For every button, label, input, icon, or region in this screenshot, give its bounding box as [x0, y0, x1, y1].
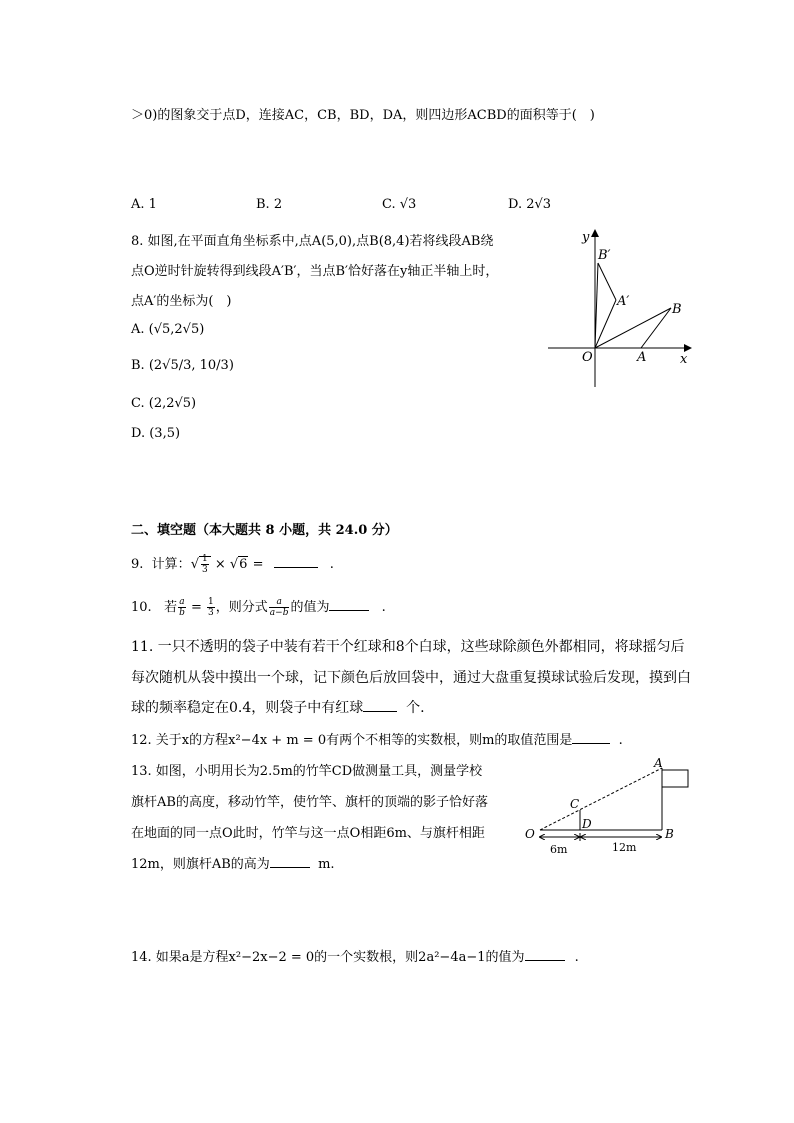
- label-b-prime: B′: [598, 248, 611, 263]
- label-a: A: [654, 756, 663, 770]
- q7-text: ＞0)的图象交于点D，连接AC，CB，BD，DA，则四边形ACBD的面积等于( ): [131, 108, 595, 123]
- q8-line2: 点O逆时针旋转得到线段A′B′，当点B′恰好落在y轴正半轴上时，: [131, 264, 499, 279]
- q14-text: 14. 如果a是方程x²−2x−2 = 0的一个实数根，则2a²−4a−1的值为: [131, 950, 525, 965]
- q14-end: .: [574, 950, 579, 965]
- flag: [662, 770, 688, 787]
- shadow-line: [540, 768, 662, 830]
- q8-line3: 点A′的坐标为( ): [131, 294, 232, 309]
- q13-line3: 在地面的同一点O此时，竹竿与这一点O相距6m、与旗杆相距: [131, 826, 485, 841]
- label-y: y: [582, 230, 590, 245]
- q11-line1: 11. 一只不透明的袋子中装有若干个红球和8个白球，这些球除颜色外都相同，将球摇匀后: [131, 639, 685, 655]
- label-6m: 6m: [550, 843, 568, 856]
- q9-equals: =: [252, 557, 264, 572]
- q7-option-c: C. √3: [382, 197, 417, 212]
- q10-fraction: $\frac{a}{a-b}$: [269, 597, 289, 618]
- q8-coordinate-figure: [540, 225, 700, 395]
- q10-prefix: 若: [164, 600, 178, 615]
- q13-flagpole-figure: [520, 755, 700, 865]
- q13-line4-suffix: m.: [318, 857, 335, 872]
- q11-line2: 每次随机从袋中摸出一个球，记下颜色后放回袋中，通过大盘重复摸球试验后发现，摸到白: [131, 670, 691, 686]
- q9-answer-blank[interactable]: [274, 567, 318, 568]
- q9-end: .: [329, 557, 334, 572]
- label-o: O: [525, 827, 535, 841]
- q7-option-d: D. 2√3: [508, 197, 552, 212]
- q7-option-b: B. 2: [256, 197, 283, 212]
- q9-prefix: 计算：: [151, 557, 191, 572]
- q12-text: 12. 关于x的方程x²−4x + m = 0有两个不相等的实数根，则m的取值范围是: [131, 733, 573, 748]
- segment-ab: [641, 308, 671, 348]
- section-title: 二、填空题（本大题共 8 小题，共 24.0 分）: [131, 523, 398, 538]
- q13-line2: 旗杆AB的高度，移动竹竿，使竹竿、旗杆的顶端的影子恰好落: [131, 795, 488, 810]
- q10-num: 10.: [131, 600, 152, 615]
- q12-end: .: [618, 733, 623, 748]
- q10-mid: ，则分式: [215, 600, 268, 615]
- label-a: A: [637, 350, 647, 365]
- q10-answer-blank[interactable]: [329, 610, 369, 611]
- q9-line: [131, 553, 334, 575]
- q14-line: [131, 946, 579, 965]
- q8-option-a: A. (√5,2√5): [131, 322, 205, 337]
- q11-answer-blank[interactable]: [363, 711, 397, 712]
- q9-num: 9.: [131, 557, 144, 572]
- label-d: D: [582, 817, 592, 831]
- q8-line1: 8. 如图,在平面直角坐标系中,点A(5,0),点B(8,4)若将线段AB绕: [131, 234, 494, 249]
- q10-end: .: [381, 600, 386, 615]
- label-b: B: [672, 302, 682, 317]
- segment-a-prime-b-prime: [598, 263, 616, 300]
- q13-answer-blank[interactable]: [270, 867, 310, 868]
- q13-line4: [131, 853, 335, 872]
- label-12m: 12m: [612, 841, 637, 854]
- q10-suffix: 的值为: [290, 600, 330, 615]
- q7-option-a: A. 1: [131, 197, 157, 212]
- q10-condition: $\frac{a}{b}$ = $\frac{1}{3}$: [179, 597, 214, 618]
- q14-answer-blank[interactable]: [525, 960, 565, 961]
- q8-option-c: C. (2,2√5): [131, 396, 197, 411]
- q11-line3: [131, 697, 425, 717]
- label-a-prime: A′: [617, 294, 630, 309]
- q8-option-b: B. (2√5/3, 10/3): [131, 358, 234, 373]
- q11-line3-prefix: 球的频率稳定在0.4，则袋子中有红球: [131, 700, 364, 716]
- q12-answer-blank[interactable]: [572, 743, 610, 744]
- label-x: x: [680, 352, 688, 367]
- q13-line1: 13. 如图，小明用长为2.5m的竹竿CD做测量工具，测量学校: [131, 764, 483, 779]
- label-b: B: [665, 827, 674, 841]
- q13-line4-prefix: 12m，则旗杆AB的高为: [131, 857, 270, 872]
- label-o: O: [582, 350, 593, 365]
- q9-expression: √ $\frac{1}{3}$ × √6: [190, 554, 248, 575]
- segment-ob: [595, 308, 671, 348]
- q8-option-d: D. (3,5): [131, 426, 181, 441]
- q11-line3-suffix: 个.: [406, 700, 425, 716]
- segment-oa-prime: [595, 300, 616, 348]
- q10-line: [131, 596, 386, 618]
- q12-line: [131, 729, 623, 748]
- label-c: C: [570, 797, 580, 811]
